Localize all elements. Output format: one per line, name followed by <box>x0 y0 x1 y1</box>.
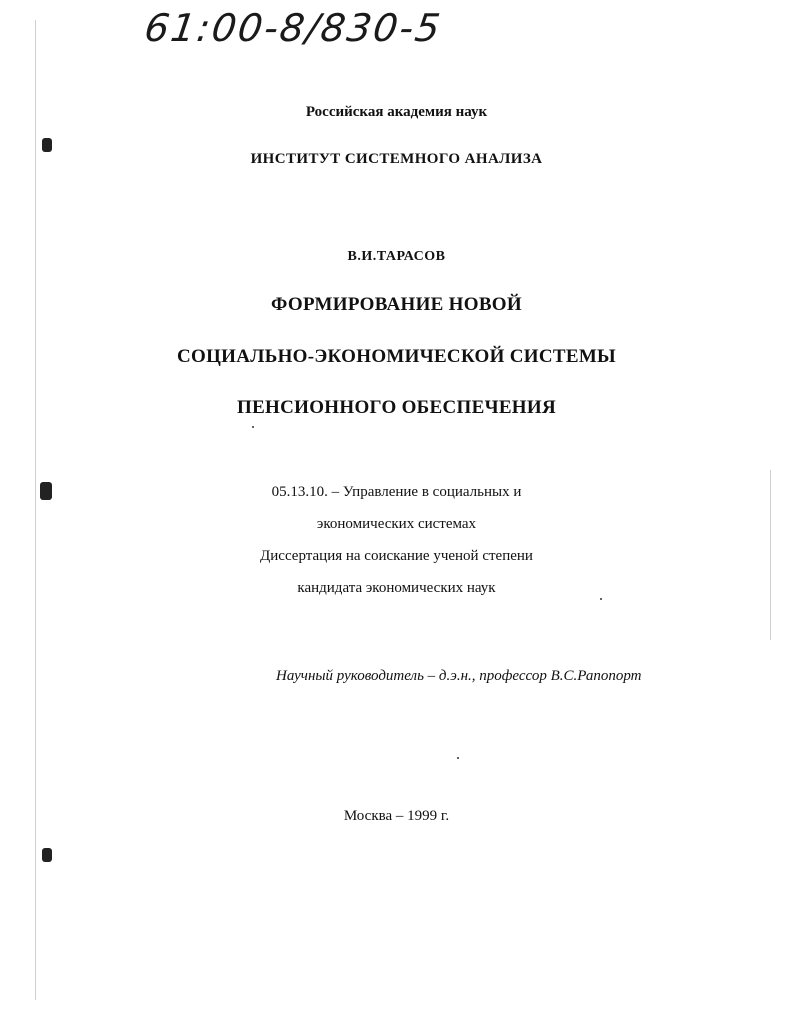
scientific-advisor: Научный руководитель – д.э.н., профессор В.С.Рапопорт <box>276 668 642 684</box>
archive-code-handwritten: 61:00-8/830-5 <box>141 6 445 50</box>
specialty-line-1: 05.13.10. – Управление в социальных и <box>271 484 522 500</box>
degree-line-1: Диссертация на соискание ученой степени <box>260 548 533 564</box>
place-and-year: Москва – 1999 г. <box>343 808 450 824</box>
specialty-line-2: экономических системах <box>316 516 477 532</box>
scan-speck <box>252 426 254 428</box>
academy-name: Российская академия наук <box>305 104 488 120</box>
institute-name: ИНСТИТУТ СИСТЕМНОГО АНАЛИЗА <box>250 151 543 167</box>
binding-hole-mark <box>42 848 52 862</box>
degree-line-2: кандидата экономических наук <box>297 580 496 596</box>
title-line-3: ПЕНСИОННОГО ОБЕСПЕЧЕНИЯ <box>237 397 556 418</box>
binding-hole-mark <box>42 138 52 152</box>
scan-speck <box>600 598 602 600</box>
author-name: В.И.ТАРАСОВ <box>347 249 446 264</box>
title-line-1: ФОРМИРОВАНИЕ НОВОЙ <box>271 294 522 315</box>
scan-speck <box>457 757 459 759</box>
title-line-2: СОЦИАЛЬНО-ЭКОНОМИЧЕСКОЙ СИСТЕМЫ <box>176 346 617 367</box>
